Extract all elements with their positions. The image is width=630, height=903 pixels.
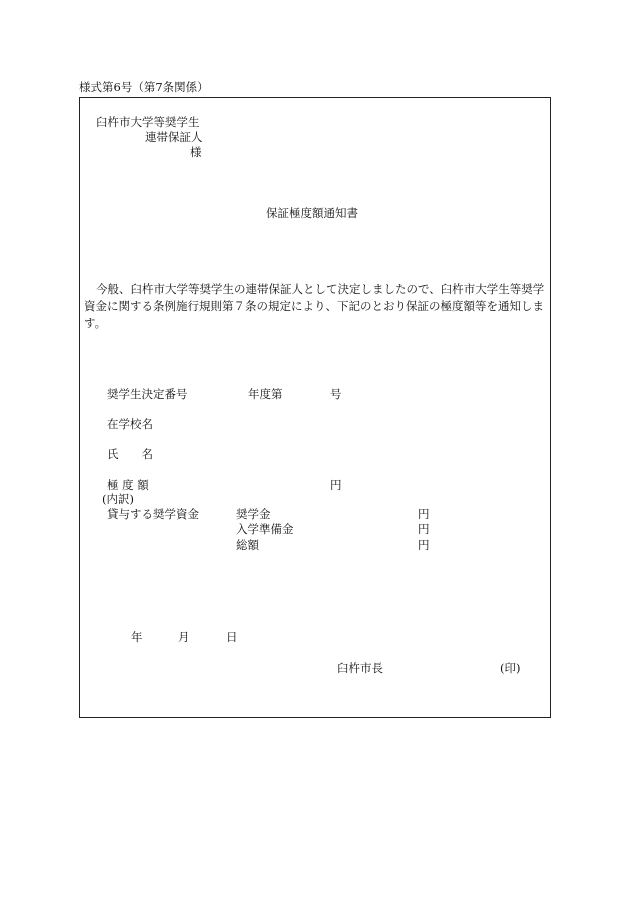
document-title: 保証極度額通知書 [266, 206, 358, 220]
document-frame [79, 97, 551, 718]
year-label: 年度第 [248, 387, 283, 401]
addressee-line2: 連帯保証人 [145, 130, 203, 144]
date-year: 年 [131, 630, 143, 644]
breakdown-label: (内訳) [102, 492, 134, 506]
item-label: 総額 [236, 538, 259, 552]
loan-label: 貸与する奨学資金 [107, 507, 199, 521]
scholar-number-label: 奨学生決定番号 [107, 387, 188, 401]
form-id: 様式第6号（第7条関係） [79, 80, 209, 94]
item-unit: 円 [418, 507, 430, 521]
date-month: 月 [178, 630, 190, 644]
limit-label: 極 度 額 [107, 478, 149, 492]
addressee-line3: 様 [190, 145, 202, 159]
date-day: 日 [226, 630, 238, 644]
school-label: 在学校名 [107, 417, 153, 431]
item-label: 入学準備金 [236, 522, 294, 536]
limit-unit: 円 [330, 478, 342, 492]
name-label: 氏 名 [107, 447, 153, 461]
number-suffix: 号 [330, 387, 342, 401]
item-unit: 円 [418, 522, 430, 536]
signature-office: 臼杵市長 [337, 661, 383, 675]
body-paragraph: 今般、臼杵市大学等奨学生の連帯保証人として決定しましたので、臼杵市大学生等奨学資金に関する条例施行規則第７条の規定により、下記のとおり保証の極度額等を通知します。 [84, 282, 545, 330]
addressee-line1: 臼杵市大学等奨学生 [96, 115, 200, 129]
seal-mark: (印) [500, 661, 521, 675]
item-label: 奨学金 [236, 507, 271, 521]
item-unit: 円 [418, 538, 430, 552]
